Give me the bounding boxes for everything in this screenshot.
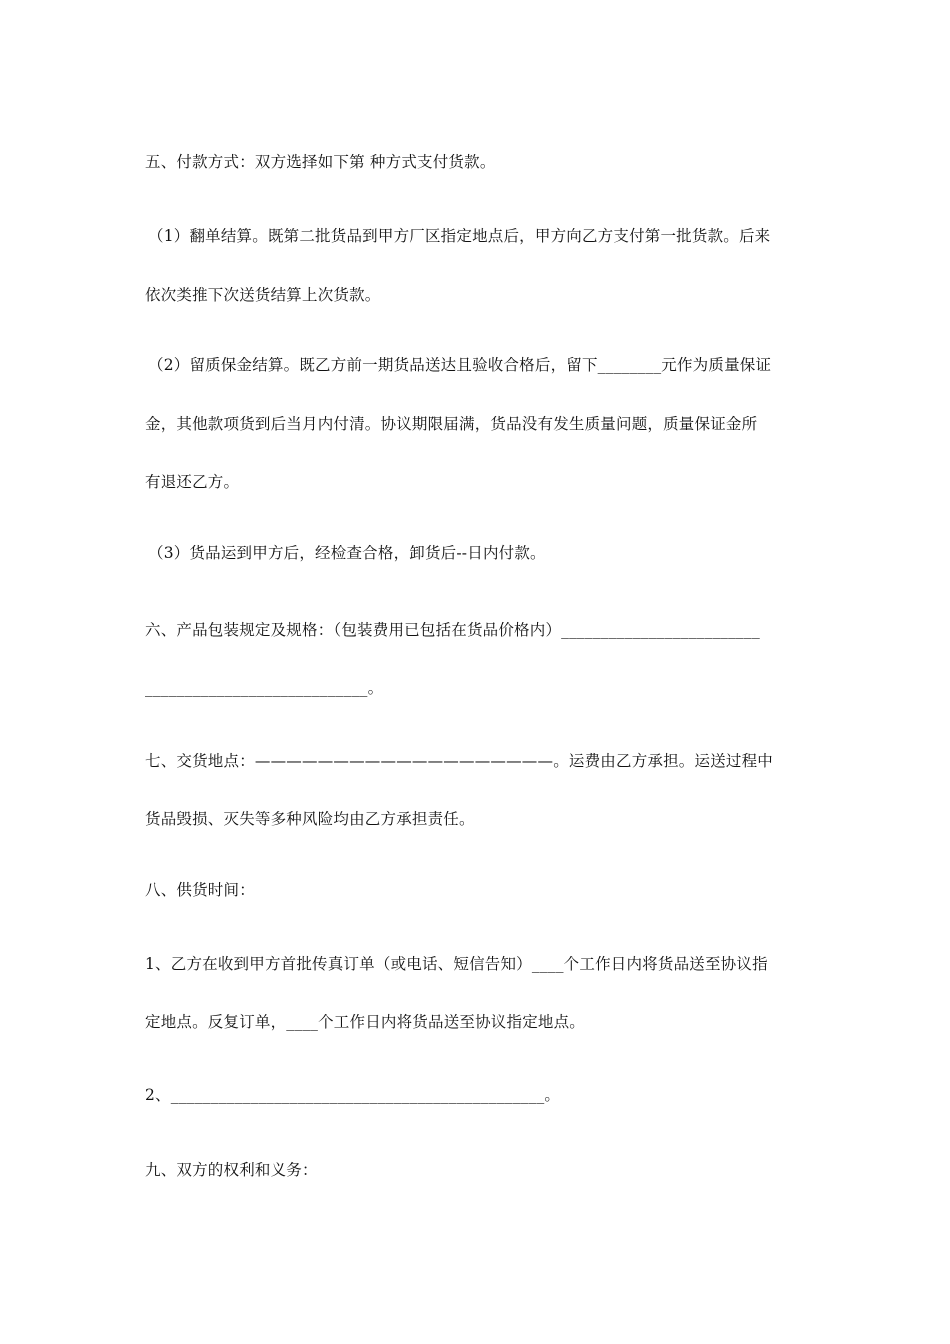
payment-option-2-line-1: （2）留质保金结算。既乙方前一期货品送达且验收合格后，留下________元作为质量保证 xyxy=(148,356,772,374)
supply-time-item-2: 2、_______________________________________________。 xyxy=(145,1086,561,1104)
section-5-payment-method: 五、付款方式：双方选择如下第 种方式支付货款。 xyxy=(145,153,496,171)
section-8-supply-time: 八、供货时间： xyxy=(145,881,255,899)
section-6-packaging-line-1: 六、产品包装规定及规格：（包装费用已包括在货品价格内）_________________________ xyxy=(145,621,760,639)
section-7-delivery-place-line-2: 货品毁损、灭失等多种风险均由乙方承担责任。 xyxy=(145,810,475,828)
payment-option-2-line-2: 金，其他款项货到后当月内付清。协议期限届满，货品没有发生质量问题，质量保证金所 xyxy=(145,415,758,433)
section-7-delivery-place-line-1: 七、交货地点：———————————————————。运费由乙方承担。运送过程中 xyxy=(145,752,774,770)
supply-time-item-1-line-2: 定地点。反复订单，____个工作日内将货品送至协议指定地点。 xyxy=(145,1013,586,1031)
section-6-packaging-line-2: ____________________________。 xyxy=(145,679,384,697)
payment-option-1-line-2: 依次类推下次送货结算上次货款。 xyxy=(145,286,381,304)
supply-time-item-1-line-1: 1、乙方在收到甲方首批传真订单（或电话、短信告知）____个工作日内将货品送至协议指 xyxy=(145,955,768,973)
payment-option-1-line-1: （1）翻单结算。既第二批货品到甲方厂区指定地点后，甲方向乙方支付第一批货款。后来 xyxy=(148,227,771,245)
section-9-rights-obligations: 九、双方的权利和义务： xyxy=(145,1161,318,1179)
payment-option-3: （3）货品运到甲方后，经检查合格，卸货后--日内付款。 xyxy=(148,544,546,562)
payment-option-2-line-3: 有退还乙方。 xyxy=(145,473,240,491)
